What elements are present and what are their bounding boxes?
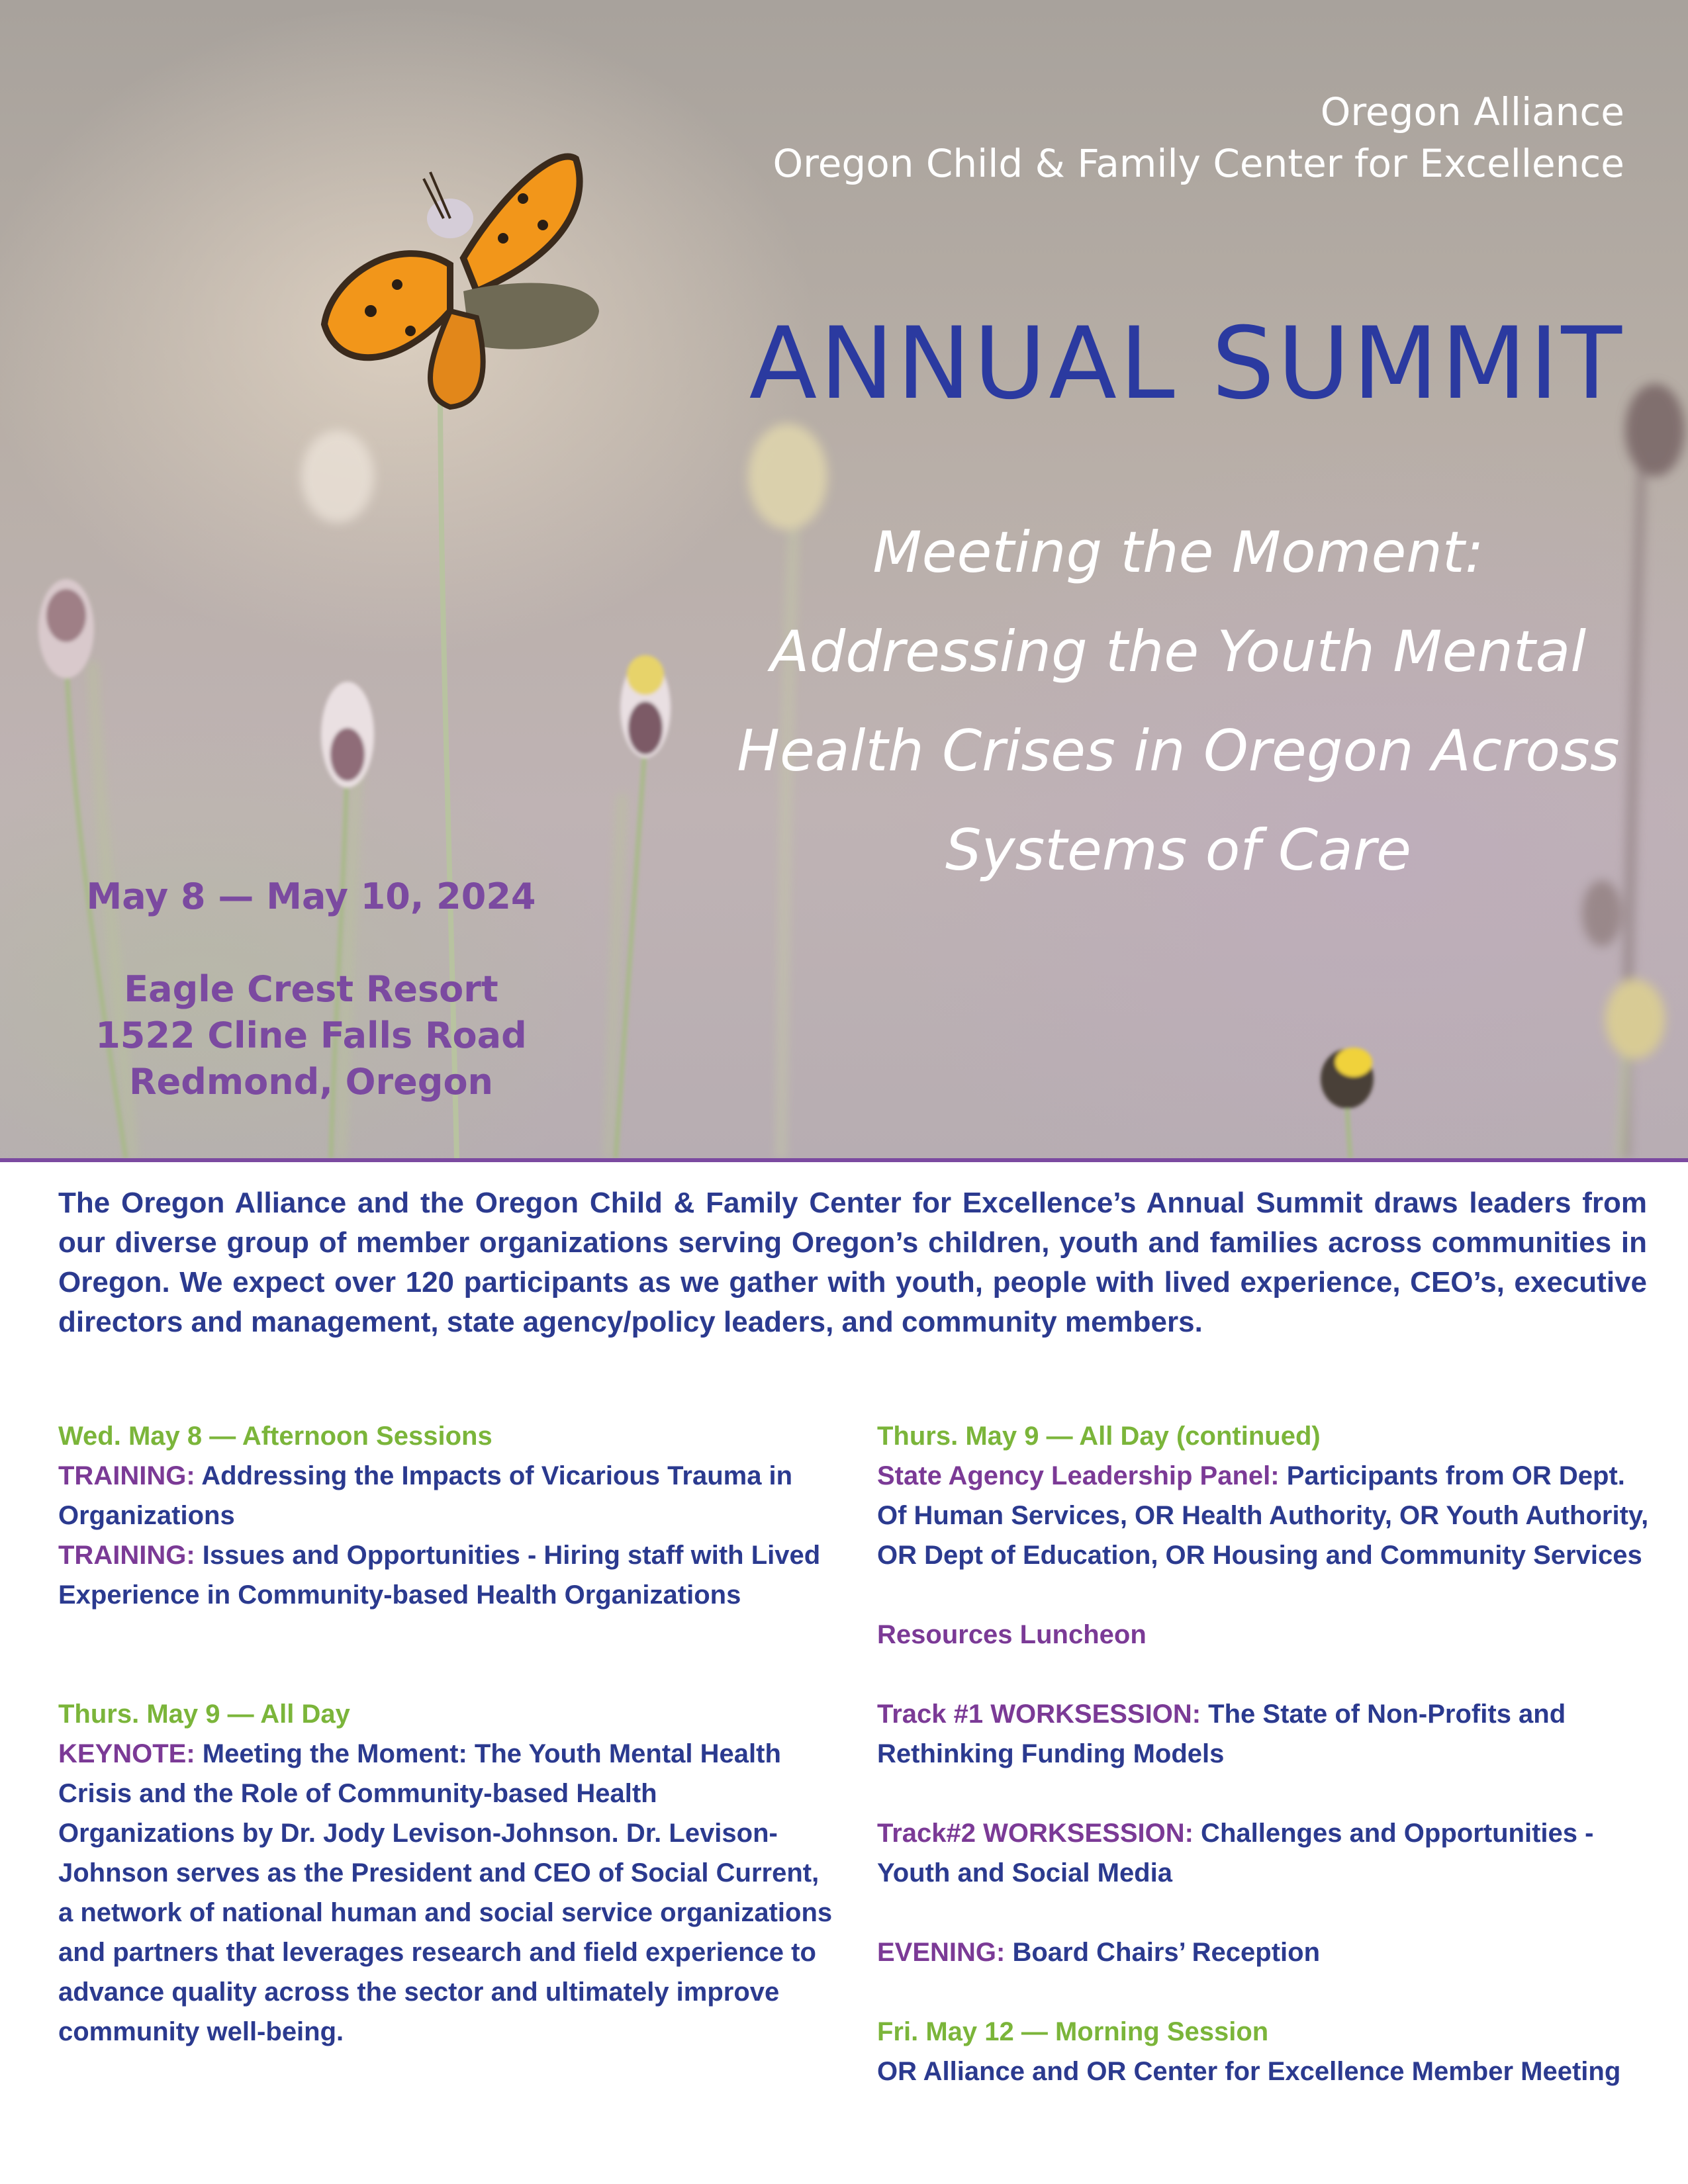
- session-item: [58, 1535, 839, 1615]
- evening-text: Board Chairs’ Reception: [1005, 1938, 1321, 1967]
- page-title: ANNUAL SUMMIT: [749, 306, 1624, 422]
- session-label: TRAINING:: [58, 1541, 195, 1570]
- keynote-label: KEYNOTE:: [58, 1739, 195, 1768]
- event-details: [73, 874, 549, 1105]
- luncheon-item: [877, 1615, 1658, 1655]
- panel-text: Participants from OR Dept. Of Human Services, OR Health Authority, OR Youth Authority, OR Dept of Education, OR Housing and Community Services: [877, 1461, 1649, 1570]
- schedule-block-wednesday: [58, 1416, 839, 1615]
- day-heading-thursday: Thurs. May 9 — All Day: [58, 1700, 350, 1729]
- keynote-item: [58, 1734, 839, 2052]
- track1-text: The State of Non-Profits and Rethinking Funding Models: [877, 1700, 1566, 1768]
- day-heading-wednesday: Wed. May 8 — Afternoon Sessions: [58, 1422, 492, 1451]
- spacer: [58, 1655, 839, 1694]
- evening-item: [877, 1933, 1658, 1972]
- panel-label: State Agency Leadership Panel:: [877, 1461, 1280, 1490]
- schedule-block-thursday: [58, 1694, 839, 2052]
- session-text: Issues and Opportunities - Hiring staff with Lived Experience in Community-based Health Organizations: [58, 1541, 821, 1610]
- org-line-alliance: Oregon Alliance: [1320, 89, 1624, 134]
- session-text: Addressing the Impacts of Vicarious Trauma in Organizations: [58, 1461, 793, 1530]
- butterfly-icon: [324, 157, 599, 407]
- theme-line-1: Meeting the Moment:: [872, 520, 1484, 586]
- day-heading-thursday-continued: Thurs. May 9 — All Day (continued): [877, 1422, 1321, 1451]
- schedule-column-left: [58, 1416, 839, 2091]
- track2-item: [877, 1813, 1658, 1893]
- day-heading-friday: Fri. May 12 — Morning Session: [877, 2017, 1269, 2046]
- track1-label: Track #1 WORKSESSION:: [877, 1700, 1201, 1729]
- spacer: [73, 920, 549, 966]
- event-city: Redmond, Oregon: [129, 1061, 493, 1103]
- section-divider: [0, 1158, 1688, 1162]
- session-label: TRAINING:: [58, 1461, 195, 1490]
- event-address: 1522 Cline Falls Road: [95, 1015, 527, 1056]
- theme-line-3: Health Crises in Oregon Across: [737, 718, 1620, 784]
- panel-item: [877, 1456, 1658, 1575]
- schedule-block-friday: [877, 2012, 1658, 2091]
- track1-item: [877, 1694, 1658, 1774]
- event-dates: May 8 — May 10, 2024: [86, 876, 536, 917]
- org-line-center: Oregon Child & Family Center for Excellence: [773, 141, 1624, 186]
- summit-theme: [715, 503, 1642, 900]
- event-venue: Eagle Crest Resort: [124, 968, 498, 1010]
- schedule-block-thursday-continued: [877, 1416, 1658, 1575]
- evening-label: EVENING:: [877, 1938, 1006, 1967]
- friday-session-text: OR Alliance and OR Center for Excellence Member Meeting: [877, 2057, 1621, 2086]
- track2-text: Challenges and Opportunities - Youth and Social Media: [877, 1819, 1594, 1888]
- schedule-column-right: [877, 1416, 1658, 2131]
- organization-names: [773, 86, 1624, 189]
- intro-paragraph: The Oregon Alliance and the Oregon Child & Family Center for Excellence’s Annual Summit draws leaders from our diverse group of member organizations serving Oregon’s children, youth and families across communities in Oregon. We expect over 120 participants as we gather with youth, people with lived experience, CEO’s, executive directors and management, state agency/policy leaders, and community members.: [58, 1187, 1647, 1338]
- theme-line-2: Addressing the Youth Mental: [770, 619, 1587, 685]
- luncheon-label: Resources Luncheon: [877, 1620, 1147, 1649]
- keynote-text: Meeting the Moment: The Youth Mental Health Crisis and the Role of Community-based Health Organizations by Dr. Jody Levison-Johnson. Dr. Levison-Johnson serves as the President and CEO of Social Current, a network of national human and social service organizations and partners that leverages research and field experience to advance quality across the sector and ultimately improve community well-being.: [58, 1739, 833, 2046]
- session-item: [58, 1456, 839, 1535]
- theme-line-4: Systems of Care: [945, 817, 1412, 884]
- track2-label: Track#2 WORKSESSION:: [877, 1819, 1194, 1848]
